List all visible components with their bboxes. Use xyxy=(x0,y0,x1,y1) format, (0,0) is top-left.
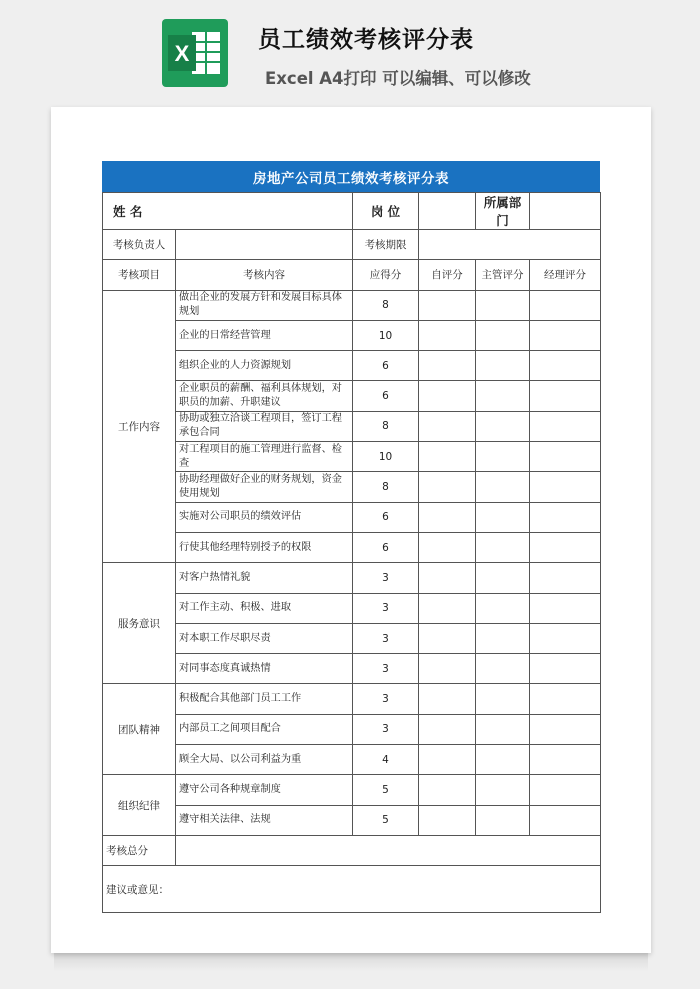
manager-score-cell[interactable] xyxy=(530,320,601,350)
supervisor-score-cell[interactable] xyxy=(476,411,530,441)
self-score-cell[interactable] xyxy=(419,714,476,744)
manager-score-cell[interactable] xyxy=(530,654,601,684)
manager-score-cell[interactable] xyxy=(530,472,601,502)
total-label: 考核总分 xyxy=(103,835,176,865)
supervisor-score-cell[interactable] xyxy=(476,745,530,775)
self-score-cell[interactable] xyxy=(419,532,476,562)
item-score: 4 xyxy=(353,745,419,775)
self-score-cell[interactable] xyxy=(419,411,476,441)
item-content: 对同事态度真诚热情 xyxy=(176,654,353,684)
column-header: 考核内容 xyxy=(176,260,353,290)
page-title: 员工绩效考核评分表 xyxy=(258,27,474,53)
table-row xyxy=(103,472,601,502)
self-score-cell[interactable] xyxy=(419,472,476,502)
manager-score-cell[interactable] xyxy=(530,563,601,593)
name-label: 姓 名 xyxy=(103,193,353,230)
manager-score-cell[interactable] xyxy=(530,745,601,775)
item-content: 遵守相关法律、法规 xyxy=(176,805,353,835)
comment-row xyxy=(103,866,601,913)
form-table xyxy=(102,192,601,913)
item-score: 10 xyxy=(353,442,419,472)
paper-shadow xyxy=(54,953,648,971)
manager-score-cell[interactable] xyxy=(530,623,601,653)
item-content: 对客户热情礼貌 xyxy=(176,563,353,593)
item-score: 8 xyxy=(353,290,419,320)
item-content: 实施对公司职员的绩效评估 xyxy=(176,502,353,532)
table-row xyxy=(103,290,601,320)
info-row xyxy=(103,193,601,230)
reviewer-label: 考核负责人 xyxy=(103,230,176,260)
item-score: 5 xyxy=(353,775,419,805)
manager-score-cell[interactable] xyxy=(530,411,601,441)
manager-score-cell[interactable] xyxy=(530,442,601,472)
table-row xyxy=(103,745,601,775)
self-score-cell[interactable] xyxy=(419,563,476,593)
item-score: 6 xyxy=(353,351,419,381)
reviewer-value[interactable] xyxy=(176,230,353,260)
item-content: 积极配合其他部门员工工作 xyxy=(176,684,353,714)
group-label: 服务意识 xyxy=(103,563,176,684)
self-score-cell[interactable] xyxy=(419,320,476,350)
self-score-cell[interactable] xyxy=(419,351,476,381)
supervisor-score-cell[interactable] xyxy=(476,532,530,562)
total-value[interactable] xyxy=(176,835,601,865)
column-header: 自评分 xyxy=(419,260,476,290)
item-content: 遵守公司各种规章制度 xyxy=(176,775,353,805)
table-row xyxy=(103,593,601,623)
supervisor-score-cell[interactable] xyxy=(476,472,530,502)
table-row xyxy=(103,805,601,835)
manager-score-cell[interactable] xyxy=(530,593,601,623)
item-score: 6 xyxy=(353,502,419,532)
supervisor-score-cell[interactable] xyxy=(476,320,530,350)
supervisor-score-cell[interactable] xyxy=(476,351,530,381)
header xyxy=(0,0,700,100)
table-row xyxy=(103,654,601,684)
supervisor-score-cell[interactable] xyxy=(476,593,530,623)
total-row xyxy=(103,835,601,865)
item-content: 做出企业的发展方针和发展目标具体规划 xyxy=(176,290,353,320)
self-score-cell[interactable] xyxy=(419,805,476,835)
item-score: 3 xyxy=(353,654,419,684)
supervisor-score-cell[interactable] xyxy=(476,775,530,805)
period-value[interactable] xyxy=(419,230,601,260)
manager-score-cell[interactable] xyxy=(530,502,601,532)
manager-score-cell[interactable] xyxy=(530,381,601,411)
item-content: 对工程项目的施工管理进行监督、检查 xyxy=(176,442,353,472)
post-label: 岗 位 xyxy=(353,193,419,230)
self-score-cell[interactable] xyxy=(419,745,476,775)
item-content: 顾全大局、以公司利益为重 xyxy=(176,745,353,775)
column-header-row xyxy=(103,260,601,290)
reviewer-row xyxy=(103,230,601,260)
table-row xyxy=(103,563,601,593)
manager-score-cell[interactable] xyxy=(530,351,601,381)
item-score: 10 xyxy=(353,320,419,350)
supervisor-score-cell[interactable] xyxy=(476,714,530,744)
form-banner: 房地产公司员工绩效考核评分表 xyxy=(102,161,600,192)
manager-score-cell[interactable] xyxy=(530,714,601,744)
table-row xyxy=(103,775,601,805)
svg-text:X: X xyxy=(174,41,190,66)
self-score-cell[interactable] xyxy=(419,442,476,472)
page-subtitle: Excel A4打印 可以编辑、可以修改 xyxy=(265,69,531,88)
table-row xyxy=(103,623,601,653)
supervisor-score-cell[interactable] xyxy=(476,290,530,320)
manager-score-cell[interactable] xyxy=(530,775,601,805)
item-score: 3 xyxy=(353,623,419,653)
manager-score-cell[interactable] xyxy=(530,805,601,835)
table-row xyxy=(103,381,601,411)
self-score-cell[interactable] xyxy=(419,684,476,714)
table-row xyxy=(103,684,601,714)
self-score-cell[interactable] xyxy=(419,290,476,320)
supervisor-score-cell[interactable] xyxy=(476,563,530,593)
group-label: 团队精神 xyxy=(103,684,176,775)
self-score-cell[interactable] xyxy=(419,502,476,532)
self-score-cell[interactable] xyxy=(419,593,476,623)
table-row xyxy=(103,411,601,441)
item-score: 5 xyxy=(353,805,419,835)
table-row xyxy=(103,714,601,744)
item-score: 3 xyxy=(353,684,419,714)
comment-field[interactable]: 建议或意见： xyxy=(103,866,601,913)
item-content: 组织企业的人力资源规划 xyxy=(176,351,353,381)
supervisor-score-cell[interactable] xyxy=(476,684,530,714)
item-score: 3 xyxy=(353,563,419,593)
table-row xyxy=(103,532,601,562)
supervisor-score-cell[interactable] xyxy=(476,805,530,835)
item-score: 3 xyxy=(353,714,419,744)
item-score: 8 xyxy=(353,411,419,441)
supervisor-score-cell[interactable] xyxy=(476,502,530,532)
group-label: 组织纪律 xyxy=(103,775,176,836)
dept-value[interactable] xyxy=(530,193,601,230)
table-row xyxy=(103,320,601,350)
item-content: 对工作主动、积极、进取 xyxy=(176,593,353,623)
column-header: 经理评分 xyxy=(530,260,601,290)
item-score: 3 xyxy=(353,593,419,623)
excel-icon xyxy=(162,19,228,87)
period-label: 考核期限 xyxy=(353,230,419,260)
supervisor-score-cell[interactable] xyxy=(476,442,530,472)
item-content: 协助经理做好企业的财务规划，资金使用规划 xyxy=(176,472,353,502)
manager-score-cell[interactable] xyxy=(530,532,601,562)
item-content: 企业职员的薪酬、福利具体规划，对职员的加薪、升职建议 xyxy=(176,381,353,411)
self-score-cell[interactable] xyxy=(419,623,476,653)
evaluation-form xyxy=(102,161,600,913)
self-score-cell[interactable] xyxy=(419,381,476,411)
supervisor-score-cell[interactable] xyxy=(476,654,530,684)
self-score-cell[interactable] xyxy=(419,775,476,805)
item-content: 协助或独立洽谈工程项目，签订工程承包合同 xyxy=(176,411,353,441)
supervisor-score-cell[interactable] xyxy=(476,381,530,411)
self-score-cell[interactable] xyxy=(419,654,476,684)
manager-score-cell[interactable] xyxy=(530,684,601,714)
item-content: 行使其他经理特别授予的权限 xyxy=(176,532,353,562)
column-header: 考核项目 xyxy=(103,260,176,290)
column-header: 应得分 xyxy=(353,260,419,290)
table-row xyxy=(103,351,601,381)
item-content: 内部员工之间项目配合 xyxy=(176,714,353,744)
table-row xyxy=(103,502,601,532)
item-score: 6 xyxy=(353,532,419,562)
item-content: 企业的日常经营管理 xyxy=(176,320,353,350)
item-score: 8 xyxy=(353,472,419,502)
group-label: 工作内容 xyxy=(103,290,176,563)
item-content: 对本职工作尽职尽责 xyxy=(176,623,353,653)
table-row xyxy=(103,442,601,472)
manager-score-cell[interactable] xyxy=(530,290,601,320)
column-header: 主管评分 xyxy=(476,260,530,290)
supervisor-score-cell[interactable] xyxy=(476,623,530,653)
post-value[interactable] xyxy=(419,193,476,230)
dept-label: 所属部门 xyxy=(476,193,530,230)
item-score: 6 xyxy=(353,381,419,411)
